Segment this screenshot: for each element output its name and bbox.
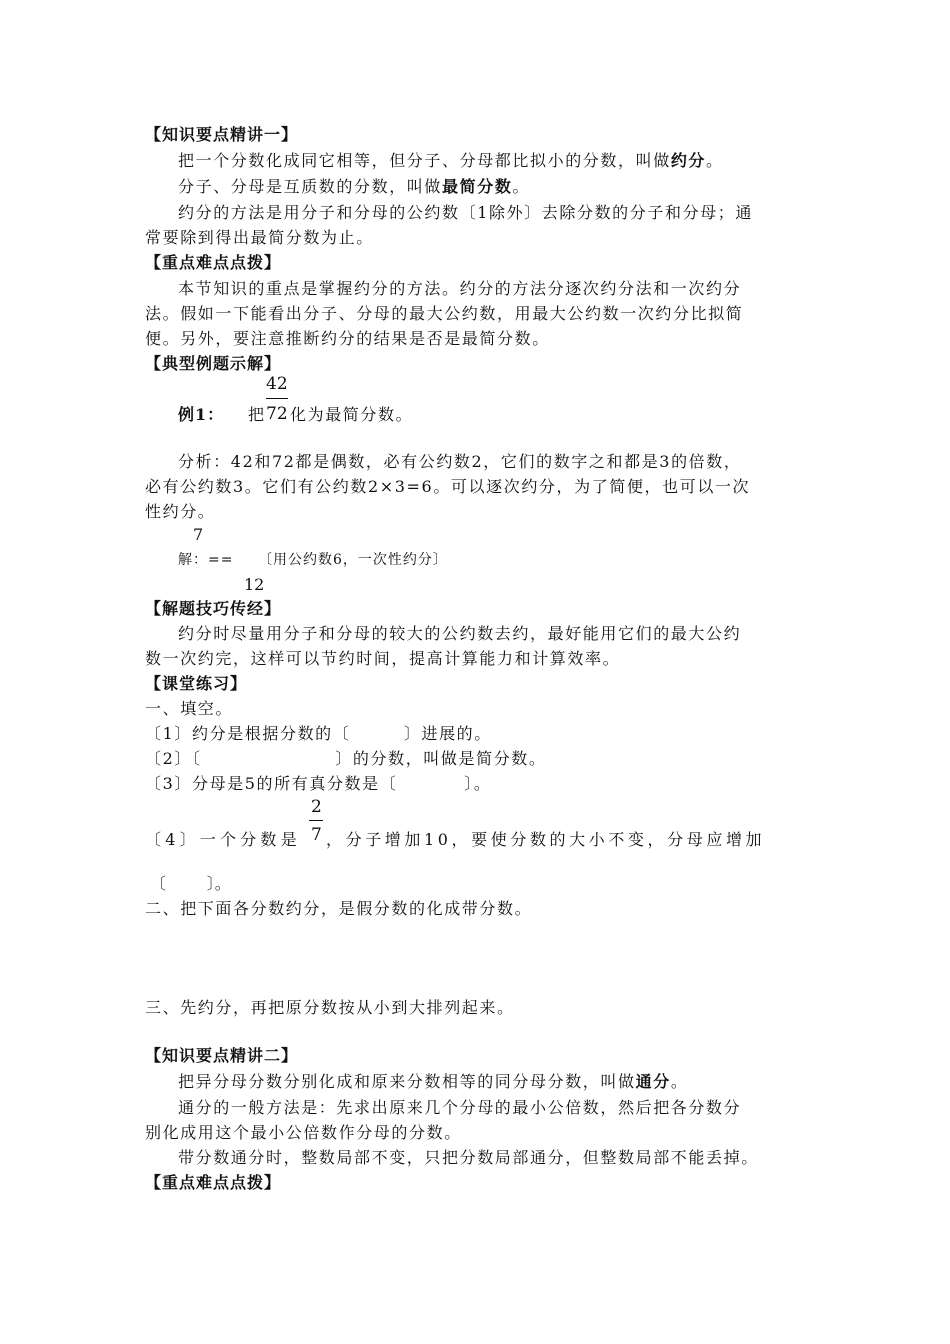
tongfen-mixed-number-note: 带分数通分时，整数局部不变，只把分数局部通分，但整数局部不能丢掉。 [178,1148,759,1167]
tips-line2: 数一次约完，这样可以节约时间，提高计算能力和计算效率。 [145,649,621,668]
q4-suffix: ，分子增加10，要使分数的大小不变，分母应增加 [326,830,766,849]
text: 。 [706,151,724,170]
paragraph-method-line2: 常要除到得出最简分数为止。 [145,228,374,247]
tongfen-method-line1: 通分的一般方法是：先求出原来几个分母的最小公倍数，然后把各分数分 [178,1098,742,1117]
paragraph-method-line1: 约分的方法是用分子和分母的公约数〔1除外〕去除分数的分子和分母；通 [178,203,753,222]
practice-question-3: 〔3〕分母是5的所有真分数是〔 〕。 [145,774,492,793]
practice-part3-title: 三、先约分，再把原分数按从小到大排列起来。 [145,998,515,1017]
example-suffix: 化为最简分数。 [290,405,414,424]
example-fraction-denominator: 72 [266,404,288,424]
paragraph-definition-simplest [178,176,530,198]
section-heading-knowledge-1: 【知识要点精讲一】 [145,125,299,144]
section-heading-practice: 【课堂练习】 [145,674,248,693]
tips-line1: 约分时尽量用分子和分母的较大的公约数去约，最好能用它们的最大公约 [178,624,742,643]
term-simplest-fraction: 最简分数 [442,177,513,196]
q4-fraction-denominator: 7 [311,825,322,845]
section-heading-knowledge-2: 【知识要点精讲二】 [145,1046,299,1065]
term-tongfen: 通分 [635,1072,671,1091]
difficulty-line2: 法。假如一下能看出分子、分母的最大公约数，用最大公约数一次约分比拟简 [145,304,744,323]
term-yuefen: 约分 [670,151,707,170]
q4-fraction-bar [309,820,323,821]
q4-fraction-numerator: 2 [311,797,322,817]
text: 。 [512,177,531,196]
paragraph-definition-yuefen [178,150,724,172]
solution-top-number: 7 [193,525,204,544]
text: 把一个分数化成同它相等，但分子、分母都比拟小的分数，叫做 [178,151,671,170]
difficulty-line3: 便。另外，要注意推断约分的结果是否是最简分数。 [145,329,550,348]
section-heading-example: 【典型例题示解】 [145,354,282,373]
solution-note: 〔用公约数6，一次性约分〕 [258,552,448,568]
text: 把异分母分数分别化成和原来分数相等的同分母分数，叫做 [178,1072,636,1091]
section-heading-difficulty-2: 【重点难点点拨】 [145,1173,282,1192]
practice-part1-title: 一、填空。 [145,699,234,718]
analysis-line2: 必有公约数3。它们有公约数2×3=6。可以逐次约分，为了简便，也可以一次 [145,477,751,496]
q4-answer-blank: 〔 〕。 [150,874,231,893]
text: 分子、分母是互质数的分数，叫做 [178,177,443,196]
solution-main: 解：== [178,552,234,568]
text: 。 [670,1072,689,1091]
q4-prefix: 〔4〕一个分数是 [145,830,301,849]
practice-question-2: 〔2〕〔 〕的分数，叫做是简分数。 [145,749,547,768]
section-heading-tips: 【解题技巧传经】 [145,599,282,618]
analysis-line1: 分析：42和72都是偶数，必有公约数2，它们的数字之和都是3的倍数， [178,452,742,471]
analysis-line3: 性约分。 [145,502,216,521]
section-heading-difficulty-1: 【重点难点点拨】 [145,253,282,272]
example-fraction-numerator: 42 [266,374,288,394]
example-fraction-bar [266,398,288,399]
example-prefix: 把 [248,405,265,424]
example-label: 例1： [178,405,225,424]
solution-bottom-number: 12 [244,575,265,594]
difficulty-line1: 本节知识的重点是掌握约分的方法。约分的方法分逐次约分法和一次约分 [178,279,742,298]
practice-question-1: 〔1〕约分是根据分数的〔 〕进展的。 [145,724,492,743]
practice-part2-title: 二、把下面各分数约分，是假分数的化成带分数。 [145,899,533,918]
paragraph-definition-tongfen [178,1071,688,1093]
tongfen-method-line2: 别化成用这个最小公倍数作分母的分数。 [145,1123,462,1142]
